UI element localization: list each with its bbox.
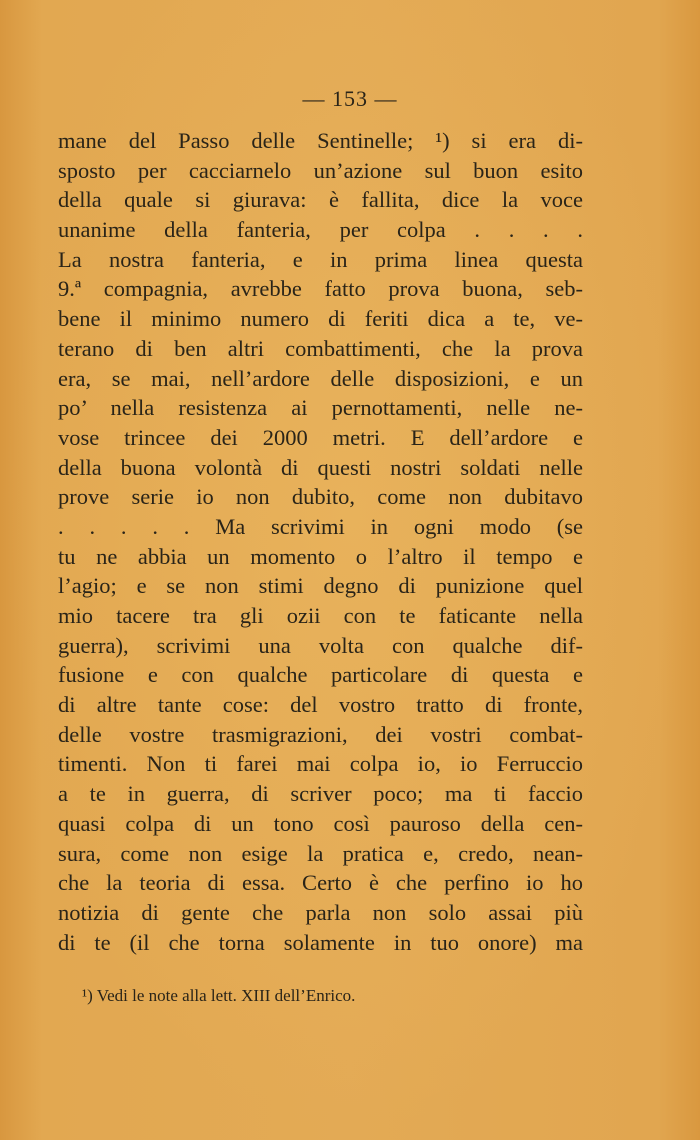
text-line: a te in guerra, di scriver poco; ma ti faccio	[58, 781, 583, 807]
text-line: La nostra fanteria, e in prima linea questa	[58, 246, 583, 272]
text-line: . . . . . Ma scrivimi in ogni modo (se	[58, 513, 583, 539]
text-line: bene il minimo numero di feriti dica a te, ve-	[58, 306, 583, 332]
text-line: quasi colpa di un tono così pauroso della cen-	[58, 810, 583, 836]
text-line: notizia di gente che parla non solo assai più	[58, 899, 583, 925]
text-line: timenti. Non ti farei mai colpa io, io Ferruccio	[58, 751, 583, 777]
text-line: era, se mai, nell’ardore delle disposizioni, e un	[58, 365, 583, 391]
text-line: della buona volontà di questi nostri soldati nelle	[58, 454, 583, 480]
body-text	[58, 126, 583, 957]
text-line: mane del Passo delle Sentinelle; ¹) si era di-	[58, 128, 583, 153]
text-line: vose trincee dei 2000 metri. E dell’ardore e	[58, 424, 583, 450]
text-line: tu ne abbia un momento o l’altro il tempo e	[58, 543, 583, 569]
text-line: fusione e con qualche particolare di questa e	[58, 662, 583, 688]
text-line: delle vostre trasmigrazioni, dei vostri combat-	[58, 721, 583, 747]
text-line: di altre tante cose: del vostro tratto di fronte,	[58, 692, 583, 718]
footnote: ¹) Vedi le note alla lett. XIII dell’Enrico.	[82, 986, 356, 1005]
text-line: prove serie io non dubito, come non dubitavo	[58, 484, 583, 510]
text-line: sposto per cacciarnelo un’azione sul buon esito	[58, 157, 583, 183]
text-line: terano di ben altri combattimenti, che la prova	[58, 335, 583, 361]
text-line: di te (il che torna solamente in tuo onore) ma	[58, 929, 583, 955]
text-line: po’ nella resistenza ai pernottamenti, nelle ne-	[58, 395, 583, 421]
text-line: mio tacere tra gli ozii con te faticante nella	[58, 603, 583, 628]
text-line: sura, come non esige la pratica e, credo, nean-	[58, 840, 583, 866]
text-line: unanime della fanteria, per colpa . . . .	[58, 217, 583, 243]
text-line: guerra), scrivimi una volta con qualche dif-	[58, 632, 583, 658]
text-line: della quale si giurava: è fallita, dice la voce	[58, 187, 583, 213]
page-number: — 153 —	[302, 86, 398, 111]
text-line: 9.ª compagnia, avrebbe fatto prova buona, seb-	[58, 276, 583, 302]
text-line: che la teoria di essa. Certo è che perfino io ho	[58, 870, 583, 896]
text-line: l’agio; e se non stimi degno di punizione quel	[58, 573, 583, 599]
